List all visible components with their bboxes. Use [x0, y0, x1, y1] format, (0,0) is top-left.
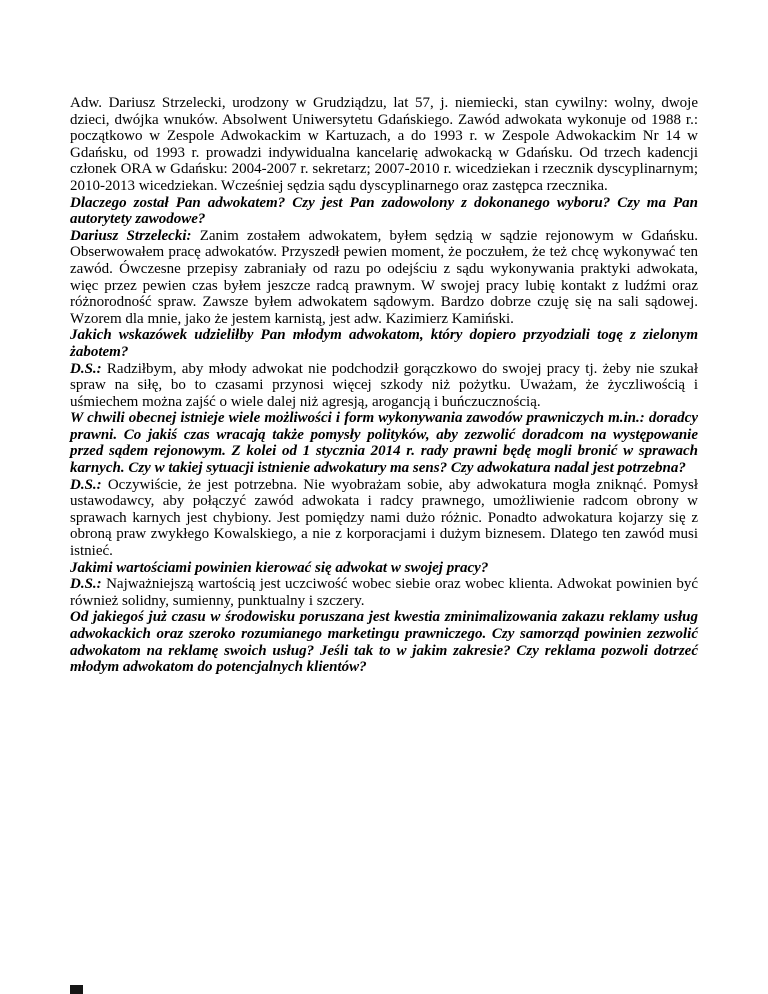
question-text: Dlaczego został Pan adwokatem? Czy jest Pan zadowolony z dokonanego wyboru? Czy ma Pan autorytety zawodowe?: [70, 194, 698, 228]
question-text: W chwili obecnej istnieje wiele możliwości i form wykonywania zawodów prawniczych m.in.: doradcy prawni. Co jakiś czas wracają także pomysły polityków, aby zezwolić doradcom na występowanie przed sądem rejonowym. Z kolei od 1 stycznia 2014 r. rady prawni będę mogli bronić w sprawach karnych. Czy w takiej sytuacji istnienie adwokatury ma sens? Czy adwokatura nadal jest potrzebna?: [70, 410, 698, 477]
answer-paragraph: [70, 361, 698, 411]
answer-lead: Dariusz Strzelecki:: [70, 227, 192, 244]
page-bottom-artifact: [70, 985, 83, 994]
question-paragraph: [70, 609, 698, 675]
answer-text: Oczywiście, że jest potrzebna. Nie wyobrażam sobie, aby adwokatura mogła zniknąć. Pomysł ustawodawcy, aby połączyć zawód adwokata i radcy prawnego, umożliwienie radcom obrony w sprawach karnych jest chybiony. Jest pomiędzy nami dużo różnic. Ponadto adwokatura kojarzy się z obroną praw zwykłego Kowalskiego, a nie z korporacjami i dużym biznesem. Dlatego ten zawód musi istnieć.: [70, 476, 699, 560]
question-paragraph: [70, 560, 698, 577]
answer-paragraph: [70, 576, 698, 609]
answer-text: Radziłbym, aby młody adwokat nie podchodził gorączkowo do swojej pracy tj. żeby nie szukał spraw na siłę, bo to czasami przynosi więcej szkody niż pożytku. Uważam, że życzliwością i uśmiechem można zajść o wiele dalej niż agresją, arogancją i buńczucznością.: [70, 360, 698, 410]
question-paragraph: [70, 410, 698, 476]
question-paragraph: [70, 195, 698, 228]
question-paragraph: [70, 327, 698, 360]
question-text: Jakimi wartościami powinien kierować się adwokat w swojej pracy?: [70, 559, 489, 576]
answer-text: Zanim zostałem adwokatem, byłem sędzią w sądzie rejonowym w Gdańsku. Obserwowałem pracę adwokatów. Przyszedł pewien moment, że poczułem, że też chcę wykonywać ten zawód. Ówczesne przepisy zabraniały od razu po odejściu z sądu wykonywania praktyki adwokata, więc przez pewien czas byłem jeszcze radcą prawnym. W swojej pracy lubię kontakt z ludźmi oraz różnorodność spraw. Zawsze byłem adwokatem sądowym. Bardzo dobrze czuję się na sali sądowej. Wzorem dla mnie, jako że jestem karnistą, jest adw. Kazimierz Kamiński.: [70, 227, 699, 327]
answer-lead: D.S.:: [70, 476, 102, 493]
question-text: Jakich wskazówek udzieliłby Pan młodym adwokatom, który dopiero przyodziali togę z zielonym żabotem?: [70, 327, 698, 360]
answer-lead: D.S.:: [70, 360, 102, 377]
intro-paragraph: [70, 95, 698, 195]
answer-paragraph: [70, 228, 698, 328]
answer-text: Najważniejszą wartością jest uczciwość wobec siebie oraz wobec klienta. Adwokat powinien być również solidny, sumienny, punktualny i szczery.: [70, 576, 699, 609]
answer-paragraph: [70, 477, 698, 560]
answer-lead: D.S.:: [70, 576, 102, 593]
question-text: Od jakiegoś już czasu w środowisku poruszana jest kwestia zminimalizowania zakazu reklamy usług adwokackich oraz szeroko rozumianego marketingu prawniczego. Czy samorząd powinien zezwolić adwokatom na reklamę swoich usług? Jeśli tak to w jakim zakresie? Czy reklama pozwoli dotrzeć młodym adwokatom do potencjalnych klientów?: [70, 609, 698, 676]
document-content: [70, 95, 698, 676]
paragraph-text: Adw. Dariusz Strzelecki, urodzony w Grudziądzu, lat 57, j. niemiecki, stan cywilny: wolny, dwoje dzieci, dwójka wnuków. Absolwent Uniwersytetu Gdańskiego. Zawód adwokata wykonuje od 1988 r.: początkowo w Zespole Adwokackim w Kartuzach, a do 1993 r. w Zespole Adwokackim Nr 14 w Gdańsku, od 1993 r. prowadzi indywidualna kancelarię adwokacką w Gdańsku. Od trzech kadencji członek ORA w Gdańsku: 2004-2007 r. sekretarz; 2007-2010 r. wicedziekan i rzecznik dyscyplinarnym; 2010-2013 wicedziekan. Wcześniej sędzia sądu dyscyplinarnego oraz zastępca rzecznika.: [70, 95, 698, 194]
